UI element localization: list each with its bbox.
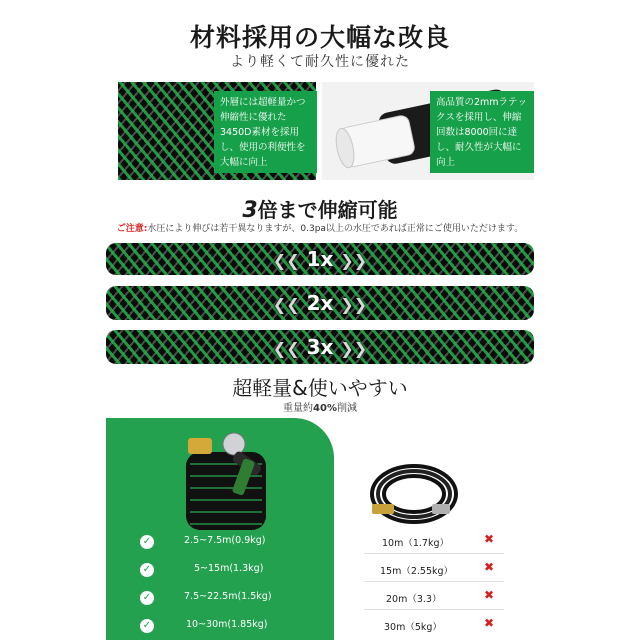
cross-icon: ✖: [484, 532, 495, 546]
stretch-level-label: 3x: [306, 335, 334, 359]
our-row-3: 7.5~22.5m(1.5kg): [184, 591, 272, 602]
row-divider: [364, 553, 504, 554]
page-subtitle: より軽くて耐久性に優れた: [230, 54, 410, 70]
check-icon: ✓: [140, 535, 154, 549]
chevron-right-icon: ❯❯: [340, 339, 368, 358]
weight-sub-suffix: 削減: [336, 403, 357, 414]
weight-title: 超軽量&使いやすい: [232, 376, 408, 400]
stretch-title-text: 倍まで伸縮可能: [257, 198, 398, 222]
stretch-title-number: 3: [242, 198, 258, 223]
stretch-level-1x: [0, 247, 640, 271]
other-row-2: 15m（2.55kg）: [380, 566, 454, 577]
chevron-right-icon: ❯❯: [340, 251, 368, 270]
material-right-text: 高品質の2mmラテックスを採用し、伸縮回数は8000回に達し、耐久性が大幅に向上: [436, 97, 528, 168]
other-row-3: 20m（3.3）: [386, 594, 442, 605]
row-divider: [364, 581, 504, 582]
weight-sub-percent: 40%: [313, 403, 337, 414]
cross-icon: ✖: [484, 560, 495, 574]
cross-icon: ✖: [484, 588, 495, 602]
stretch-level-label: 1x: [306, 247, 334, 271]
weight-sub-prefix: 重量約: [283, 403, 314, 414]
coiled-black-hose-illustration: [334, 418, 534, 528]
brass-fitting: [372, 504, 394, 514]
material-left-box: [214, 91, 317, 173]
stretch-title: [0, 194, 640, 223]
our-row-4: 10~30m(1.85kg): [186, 619, 268, 630]
check-icon: ✓: [140, 563, 154, 577]
note-label: ご注意:: [116, 224, 148, 234]
check-icon: ✓: [140, 591, 154, 605]
other-row-1: 10m（1.7kg）: [382, 538, 449, 549]
chevron-right-icon: ❯❯: [340, 295, 368, 314]
note-text: 水圧により伸びは若干異なりますが、0.3pa以上の水圧であれば正常にご使用いただけます。: [147, 224, 524, 234]
stretch-level-3x: [0, 335, 640, 359]
other-row-4: 30m（5kg）: [384, 622, 442, 633]
coiled-hose-illustration: [106, 424, 334, 534]
brass-connector: [188, 438, 212, 454]
our-product-panel: [106, 418, 334, 640]
chevron-left-icon: ❮❮: [272, 251, 300, 270]
stretch-note: [0, 221, 640, 234]
metal-fitting: [432, 504, 450, 514]
chevron-left-icon: ❮❮: [272, 339, 300, 358]
material-right-box: [430, 91, 534, 173]
stretch-level-2x: [0, 291, 640, 315]
weight-subtitle: [0, 399, 640, 414]
our-row-1: 2.5~7.5m(0.9kg): [184, 535, 266, 546]
page-title: 材料採用の大幅な改良: [189, 23, 450, 52]
other-product-panel: [334, 418, 534, 640]
our-row-2: 5~15m(1.3kg): [194, 563, 264, 574]
stretch-level-label: 2x: [306, 291, 334, 315]
spray-nozzle-head: [223, 433, 245, 455]
material-left-text: 外層には超軽量かつ伸縮性に優れた3450D素材を採用し、使用の利便性を大幅に向上: [220, 97, 306, 168]
row-divider: [364, 609, 504, 610]
chevron-left-icon: ❮❮: [272, 295, 300, 314]
check-icon: ✓: [140, 619, 154, 633]
cross-icon: ✖: [484, 616, 495, 630]
